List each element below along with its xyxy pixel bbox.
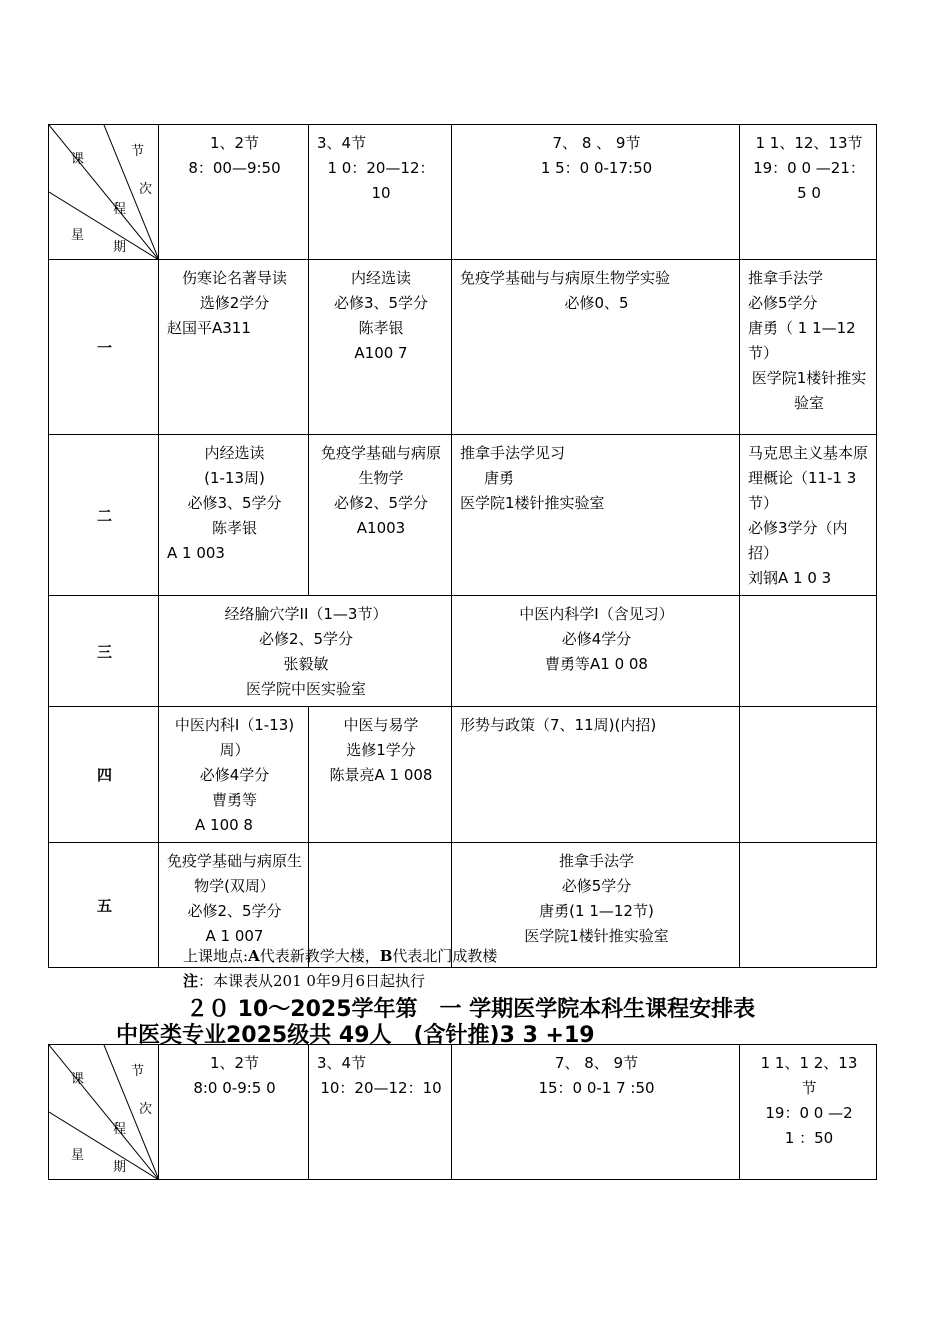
corner-ke: 课 bbox=[71, 152, 85, 167]
corner-qi-2: 期 bbox=[113, 1160, 127, 1175]
header-period-7-9: 7、 8 、 9节 1 5：0 0-17:50 bbox=[452, 125, 740, 260]
schedule-title: ２０ 10～2025学年第 一 学期医学院本科生课程安排表 bbox=[186, 997, 756, 1022]
row-wednesday bbox=[49, 596, 877, 707]
cell-wed-p1113 bbox=[740, 596, 877, 707]
cell-wed-p1234: 经络腧穴学II（1—3节） 必修2、5学分 张毅敏 医学院中医实验室 bbox=[159, 596, 452, 707]
header2-period-1-2: 1、2节 8:0 0-9:5 0 bbox=[159, 1045, 309, 1180]
row-monday bbox=[49, 260, 877, 435]
row-thursday bbox=[49, 707, 877, 843]
corner-cheng: 程 bbox=[113, 202, 127, 217]
header-period-11-13: 1 1、12、13节 19：0 0 —21： 5 0 bbox=[740, 125, 877, 260]
schedule-subtitle: 中医类专业2025级共 49人 (含针推)3 3 +19 bbox=[116, 1023, 595, 1048]
corner-qi: 期 bbox=[113, 240, 127, 255]
schedule-table-1 bbox=[48, 124, 877, 968]
schedule-table-2 bbox=[48, 1044, 877, 1180]
corner-jie: 节 bbox=[131, 144, 145, 159]
corner-cell bbox=[49, 125, 159, 260]
day-label-tuesday: 二 bbox=[49, 435, 159, 596]
cell-thu-p1113 bbox=[740, 707, 877, 843]
cell-thu-p789: 形势与政策（7、11周)(内招) bbox=[452, 707, 740, 843]
corner-cheng-2: 程 bbox=[113, 1122, 127, 1137]
cell-tue-p34: 免疫学基础与病原生物学 必修2、5学分 A1003 bbox=[309, 435, 452, 596]
cell-mon-p1113: 推拿手法学 必修5学分 唐勇（ 1 1—12节） 医学院1楼针推实验室 bbox=[740, 260, 877, 435]
header-row-2 bbox=[49, 1045, 877, 1180]
cell-wed-p789: 中医内科学I（含见习） 必修4学分 曹勇等A1 0 08 bbox=[452, 596, 740, 707]
cell-tue-p12: 内经选读 (1-13周) 必修3、5学分 陈孝银 A 1 003 bbox=[159, 435, 309, 596]
corner-ke-2: 课 bbox=[71, 1072, 85, 1087]
corner-jie-2: 节 bbox=[131, 1064, 145, 1079]
cell-fri-p1113 bbox=[740, 843, 877, 968]
day-label-monday: 一 bbox=[49, 260, 159, 435]
cell-tue-p789: 推拿手法学见习 唐勇 医学院1楼针推实验室 bbox=[452, 435, 740, 596]
day-label-wednesday: 三 bbox=[49, 596, 159, 707]
day-label-friday: 五 bbox=[49, 843, 159, 968]
corner-xing: 星 bbox=[71, 228, 85, 243]
row-tuesday bbox=[49, 435, 877, 596]
header-row bbox=[49, 125, 877, 260]
cell-thu-p34: 中医与易学 选修1学分 陈景亮A 1 008 bbox=[309, 707, 452, 843]
corner-ci: 次 bbox=[139, 182, 153, 197]
corner-cell-2 bbox=[49, 1045, 159, 1180]
cell-tue-p1113: 马克思主义基本原理概论（11-1 3节） 必修3学分（内招） 刘钢A 1 0 3 bbox=[740, 435, 877, 596]
day-label-thursday: 四 bbox=[49, 707, 159, 843]
corner-xing-2: 星 bbox=[71, 1148, 85, 1163]
cell-fri-p789: 推拿手法学 必修5学分 唐勇(1 1—12节) 医学院1楼针推实验室 bbox=[452, 843, 740, 968]
header2-period-11-13: 1 1、1 2、13 节 19：0 0 —2 1 ：50 bbox=[740, 1045, 877, 1180]
cell-mon-p789: 免疫学基础与与病原生物学实验 必修0、5 bbox=[452, 260, 740, 435]
cell-mon-p34: 内经选读 必修3、5学分 陈孝银 A100 7 bbox=[309, 260, 452, 435]
cell-fri-p12: 免疫学基础与病原生物学(双周） 必修2、5学分 A 1 007 bbox=[159, 843, 309, 968]
header2-period-7-9: 7、 8、 9节 15：0 0-1 7 :50 bbox=[452, 1045, 740, 1180]
corner-ci-2: 次 bbox=[139, 1102, 153, 1117]
header-period-1-2: 1、2节 8：00—9:50 bbox=[159, 125, 309, 260]
cell-thu-p12: 中医内科I（1-13)周） 必修4学分 曹勇等 A 100 8 bbox=[159, 707, 309, 843]
header-period-3-4: 3、4节 1 0：20—12： 10 bbox=[309, 125, 452, 260]
execution-note: 注：本课表从201 0年9月6日起执行 bbox=[183, 972, 426, 990]
cell-mon-p12: 伤寒论名著导读 选修2学分 赵国平A311 bbox=[159, 260, 309, 435]
location-note: 上课地点:A代表新教学大楼，B代表北门成教楼 bbox=[183, 947, 498, 965]
header2-period-3-4: 3、4节 10：20—12：10 bbox=[309, 1045, 452, 1180]
